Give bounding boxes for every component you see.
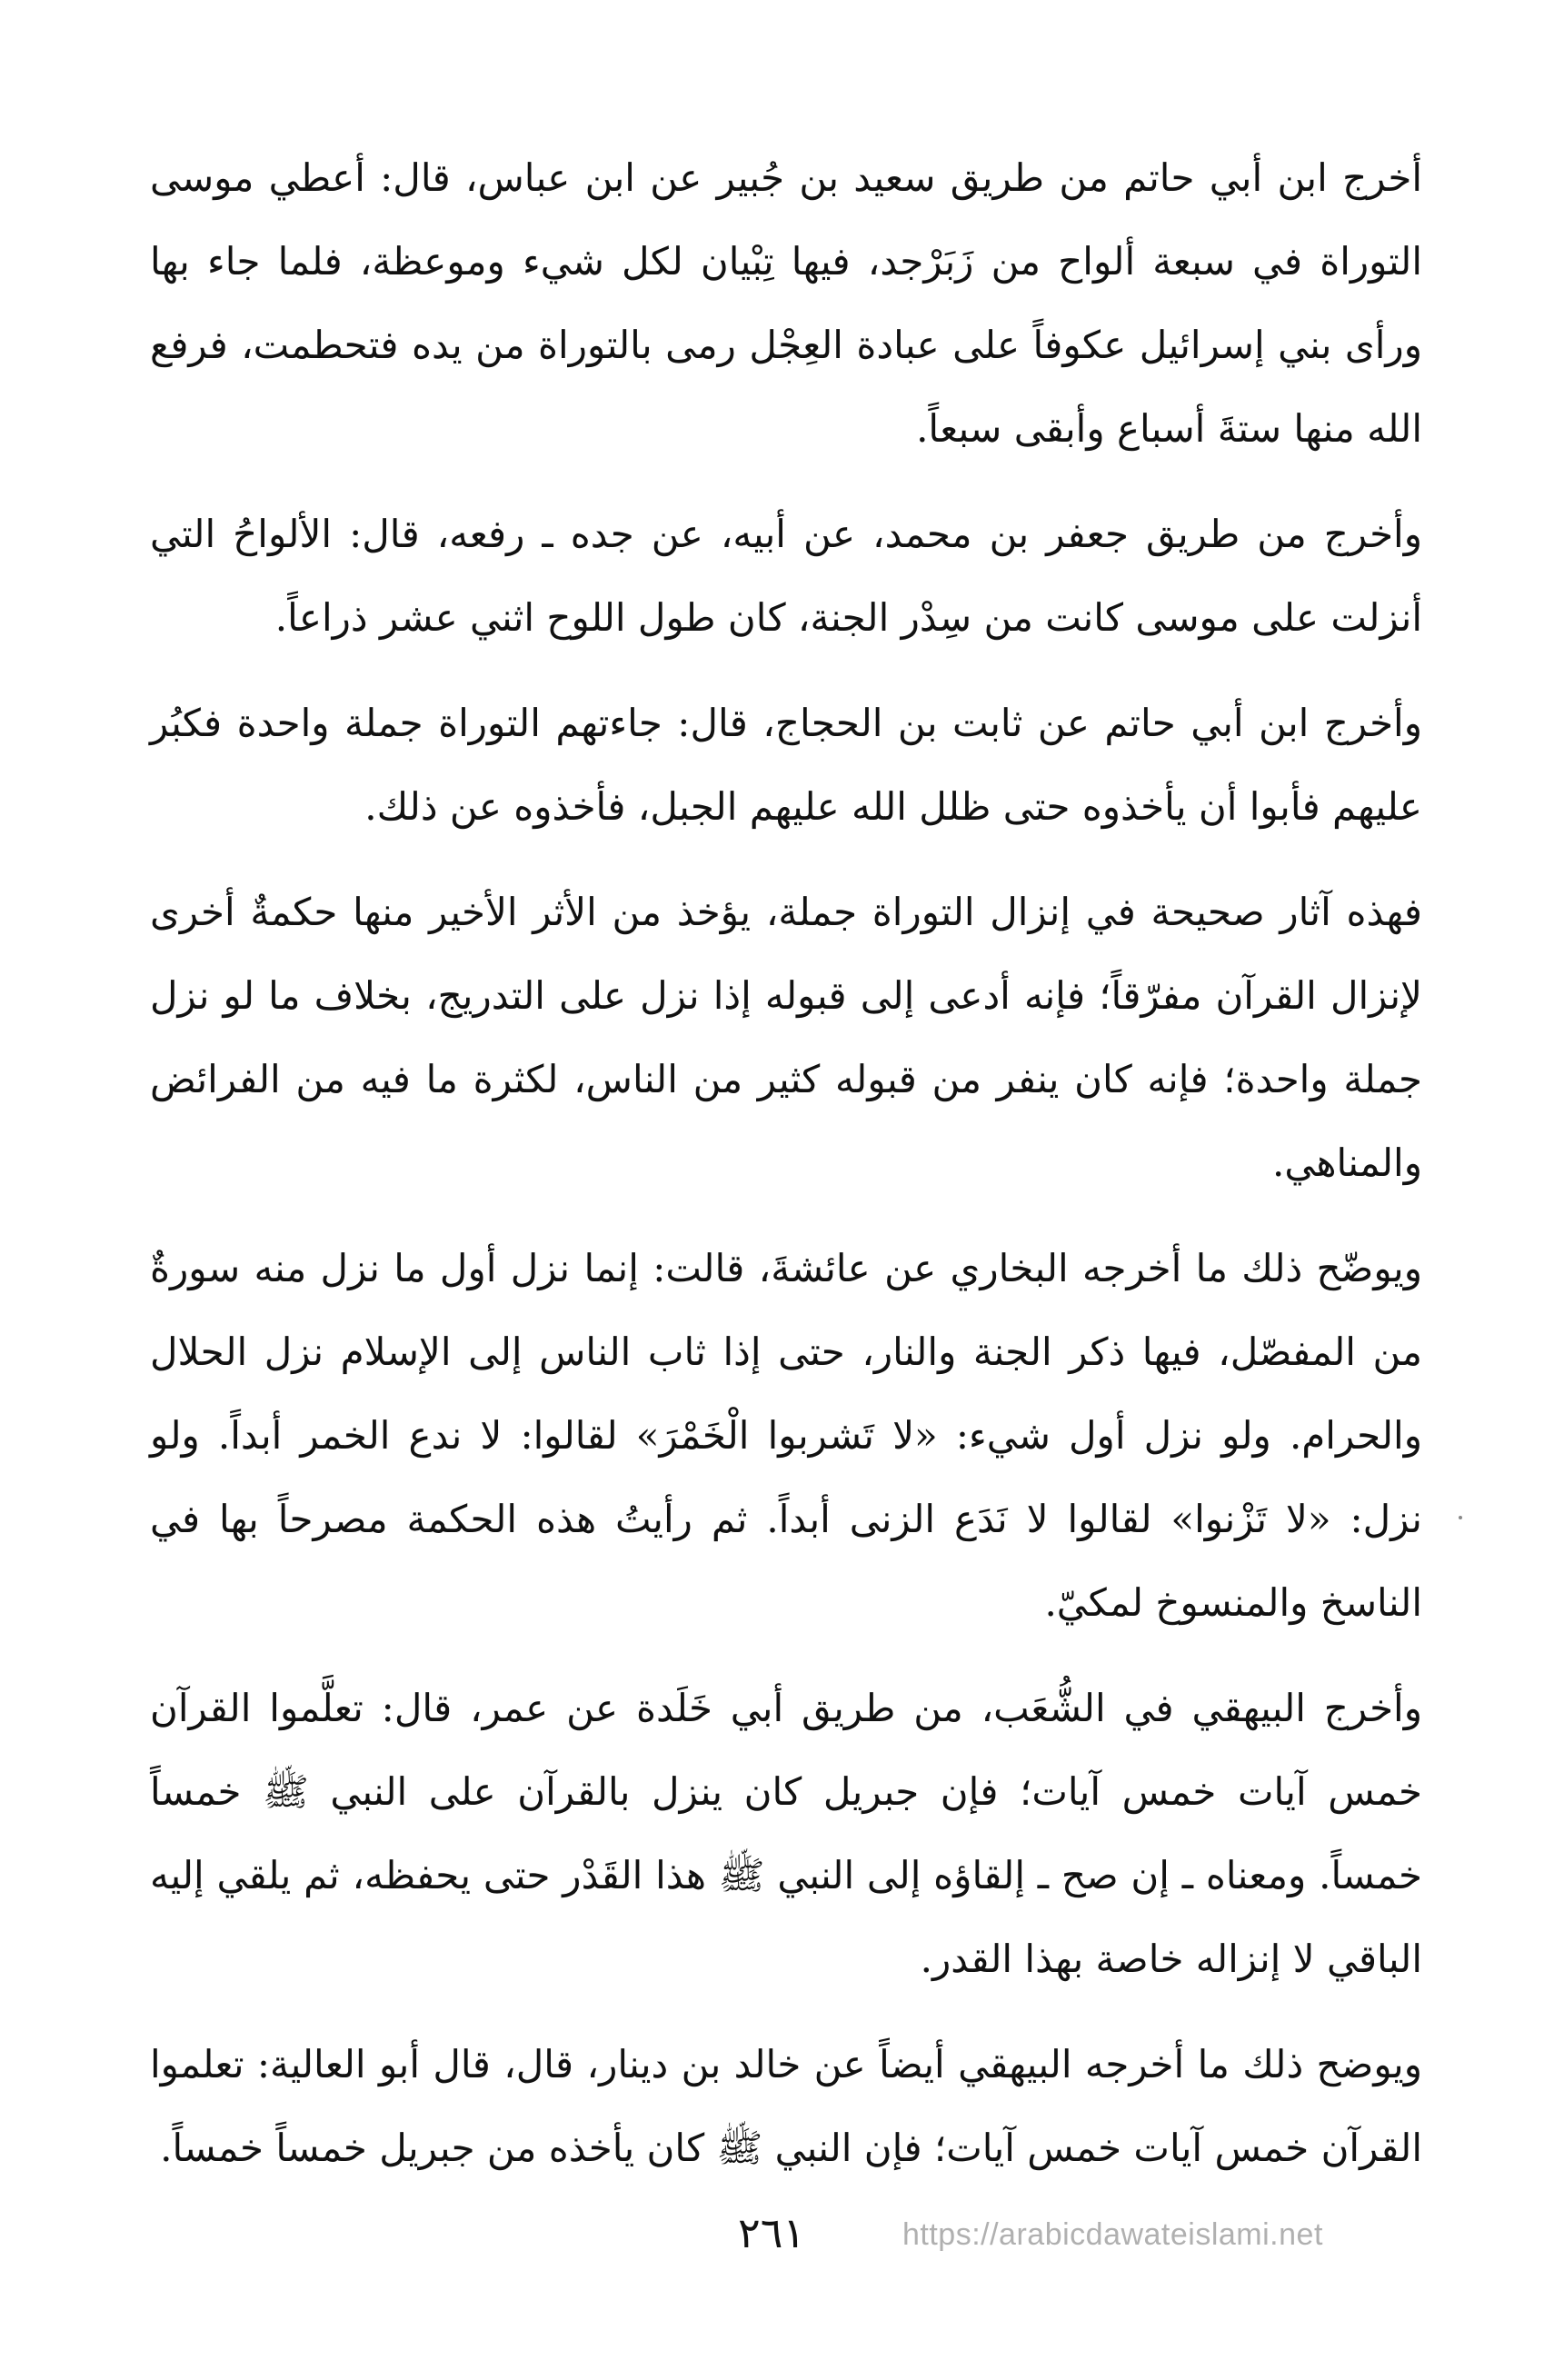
paragraph-6: وأخرج البيهقي في الشُّعَب، من طريق أبي خَلَدة عن عمر، قال: تعلَّموا القرآن خمس آيات خمس آيات؛ فإن جبريل كان ينزل بالقرآن على النبي ﷺ خمساً خمساً. ومعناه ـ إن صح ـ إلقاؤه إلى النبي ﷺ هذا القَدْر حتى يحفظه، ثم يلقي إليه الباقي لا إنزاله خاصة بهذا القدر.	[150, 1686, 1422, 1981]
margin-speck	[1459, 1516, 1462, 1519]
body-text	[150, 136, 1422, 2212]
paragraph-1: أخرج ابن أبي حاتم من طريق سعيد بن جُبير عن ابن عباس، قال: أعطي موسى التوراة في سبعة ألواح من زَبَرْجد، فيها تِبْيان لكل شيء وموعظة، فلما جاء بها ورأى بني إسرائيل عكوفاً على عبادة العِجْل رمى بالتوراة من يده فتحطمت، فرفع الله منها ستةَ أسباع وأبقى سبعاً.	[150, 155, 1422, 451]
paragraph-5: ويوضّح ذلك ما أخرجه البخاري عن عائشةَ، قالت: إنما نزل أول ما نزل منه سورةٌ من المفصّل، فيها ذكر الجنة والنار، حتى إذا ثاب الناس إلى الإسلام نزل الحلال والحرام. ولو نزل أول شيء: «لا تَشربوا الْخَمْرَ» لقالوا: لا ندع الخمر أبداً. ولو نزل: «لا تَزْنوا» لقالوا لا نَدَع الزنى أبداً. ثم رأيتُ هذه الحكمة مصرحاً بها في الناسخ والمنسوخ لمكيّ.	[150, 1246, 1422, 1625]
paragraph-3: وأخرج ابن أبي حاتم عن ثابت بن الحجاج، قال: جاءتهم التوراة جملة واحدة فكبُر عليهم فأبوا أن يأخذوه حتى ظلل الله عليهم الجبل، فأخذوه عن ذلك.	[150, 701, 1422, 829]
paragraph-2: وأخرج من طريق جعفر بن محمد، عن أبيه، عن جده ـ رفعه، قال: الألواحُ التي أنزلت على موسى كانت من سِدْر الجنة، كان طول اللوح اثني عشر ذراعاً.	[150, 512, 1422, 640]
page-number: ٢٦١	[738, 2208, 806, 2257]
paragraph-4: فهذه آثار صحيحة في إنزال التوراة جملة، يؤخذ من الأثر الأخير منها حكمةٌ أخرى لإنزال القرآن مفرّقاً؛ فإنه أدعى إلى قبوله إذا نزل على التدريج، بخلاف ما لو نزل جملة واحدة؛ فإنه كان ينفر من قبوله كثير من الناس، لكثرة ما فيه من الفرائض والمناهي.	[150, 890, 1422, 1185]
watermark-url: https://arabicdawateislami.net	[902, 2217, 1323, 2252]
paragraph-7: ويوضح ذلك ما أخرجه البيهقي أيضاً عن خالد بن دينار، قال، قال أبو العالية: تعلموا القرآن خمس آيات خمس آيات؛ فإن النبي ﷺ كان يأخذه من جبريل خمساً خمساً.	[150, 2042, 1422, 2170]
